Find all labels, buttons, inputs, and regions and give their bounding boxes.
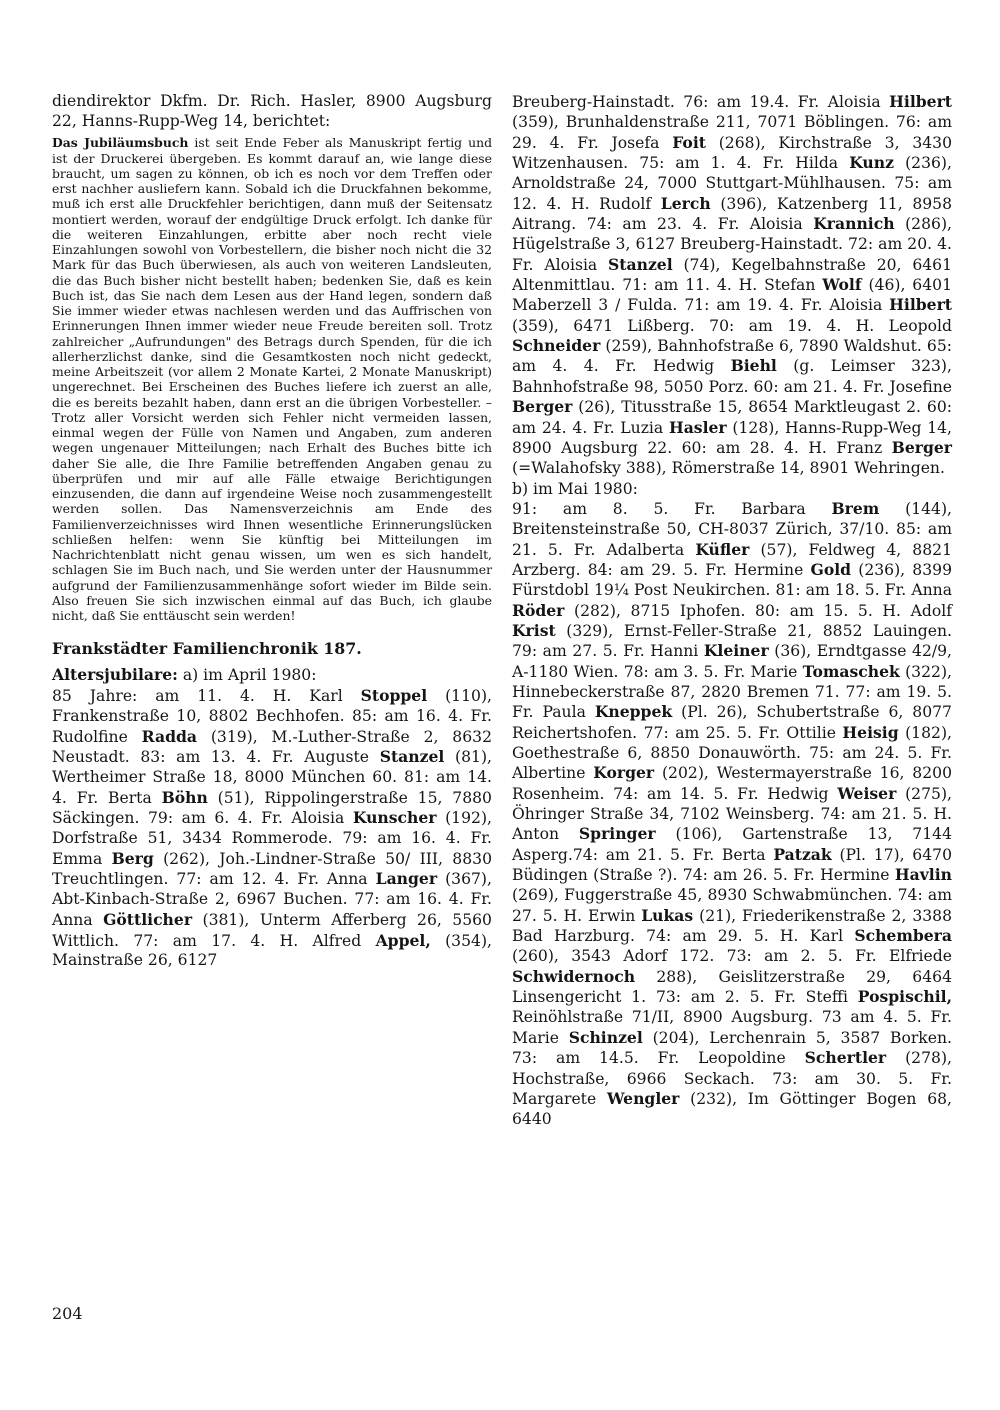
person-surname: Berger (891, 437, 952, 457)
person-surname: Havlin (894, 865, 952, 885)
entry-text: (282), 8715 Iphofen. 80: am 15. 5. H. Adolf (564, 601, 952, 620)
person-surname: Stoppel (360, 686, 428, 706)
person-surname: Appel, (375, 930, 431, 950)
right-column (512, 92, 952, 1130)
person-surname: Hilbert (889, 92, 952, 111)
person-surname: Schwidernoch (512, 966, 636, 986)
person-surname: Radda (141, 726, 197, 746)
entry-text: (359), 6471 Lißberg. 70: am 19. 4. H. Leopold (512, 316, 952, 335)
entry-text: (57), Feldweg 4, 8821 Arzberg. 84: am 29. 5. Fr. Hermine (512, 540, 952, 579)
person-surname: Tomaschek (802, 661, 900, 681)
entry-text: a) im April 1980: (177, 666, 317, 685)
person-surname: Patzak (773, 844, 832, 864)
chronicle-right-paragraph (512, 92, 952, 1130)
entry-text: (259), Bahnhofstraße 6, 7890 Waldshut. 65: am 4. 4. Fr. Hedwig (512, 337, 952, 376)
letter-paragraph (52, 135, 492, 623)
person-surname: Kunscher (352, 808, 437, 828)
person-surname: Stanzel (608, 254, 673, 274)
person-surname: Lukas (641, 905, 694, 925)
chronicle-left-paragraph (52, 665, 492, 971)
entry-text: (359), Brunhaldenstraße 211, 7071 Böblingen. 76: am 29. 4. Fr. Josefa (512, 113, 952, 152)
entry-text: (106), Gartenstraße 13, 7144 Asperg.74: am 21. 5. Fr. Berta (512, 825, 952, 864)
entry-text: Reinöhlstraße 71/II, 8900 Augsburg. 73 am 4. 5. Fr. Marie (512, 1008, 952, 1047)
person-surname: Weiser (837, 783, 897, 803)
person-surname: Stanzel (379, 747, 445, 767)
entry-text: (354), Mainstraße 26, 6127 (52, 931, 492, 970)
entry-text: (204), Lerchenrain 5, 3587 Borken. 73: am 14.5. Fr. Leopoldine (512, 1028, 952, 1068)
entry-text: (329), Ernst-Feller-Straße 21, 8852 Lauingen. 79: am 27. 5. Fr. Hanni (512, 621, 952, 661)
person-surname: Berg (111, 848, 154, 868)
person-surname: Wengler (606, 1088, 680, 1108)
entry-text: (21), Friederikenstraße 2, 3388 Bad Harzburg. 74: am 29. 5. H. Karl (512, 906, 953, 946)
entry-text: (236), 8399 Fürstdobl 19¼ Post Neukirchen. 81: am 18. 5. Fr. Anna (512, 560, 952, 600)
entry-text: (319), M.-Luther-Straße 2, 8632 Neustadt. 83: am 13. 4. Fr. Auguste (52, 727, 492, 767)
entry-text: (51), Rippolingerstraße 15, 7880 Säckingen. 79: am 6. 4. Fr. Aloisia (52, 788, 492, 828)
person-surname: Krannich (813, 214, 895, 234)
entry-text: (278), Hochstraße, 6966 Seckach. 73: am 30. 5. Fr. Margarete (512, 1049, 952, 1108)
entry-text: (275), Öhringer Straße 34, 7102 Weinsberg. 74: am 21. 5. H. Anton (512, 784, 952, 844)
entry-text: (144), Breitensteinstraße 50, CH-8037 Zürich, 37/10. 85: am 21. 5. Fr. Adalberta (512, 499, 952, 559)
person-surname: Biehl (730, 356, 777, 376)
person-surname: Kleiner (703, 641, 769, 661)
entry-text: (202), Westermayerstraße 16, 8200 Rosenheim. 74: am 14. 5. Fr. Hedwig (512, 764, 952, 803)
entry-text: 288), Geislitzerstraße 29, 6464 Linsengericht 1. 73: am 2. 5. Fr. Steffi (512, 967, 952, 1007)
entry-text: (81), Wertheimer Straße 18, 8000 München 60. 81: am 14. 4. Fr. Berta (52, 748, 492, 807)
person-surname: Kunz (849, 153, 894, 173)
entry-text: (286), Hügelstraße 3, 6127 Breuberg-Hainstadt. 72: am 20. 4. Fr. Aloisia (512, 215, 952, 274)
entry-text: (192), Dorfstraße 51, 3434 Rommerode. 79: am 16. 4. Fr. Emma (52, 809, 492, 868)
entry-text: (381), Unterm Afferberg 26, 5560 Wittlich. 77: am 17. 4. H. Alfred (52, 910, 492, 950)
page-number: 204 (52, 1304, 83, 1323)
entry-text: (367), Abt-Kinbach-Straße 2, 6967 Buchen. 77: am 16. 4. Fr. Anna (52, 870, 492, 929)
entry-text: (46), 6401 Maberzell 3 / Fulda. 71: am 19. 4. Fr. Aloisia (512, 276, 952, 315)
entry-text: (g. Leimser 323), Bahnhofstraße 98, 5050 Porz. 60: am 21. 4. Fr. Josefine (512, 357, 952, 396)
entry-text: (=Walahofsky 388), Römerstraße 14, 8901 Wehringen. (512, 459, 945, 478)
person-surname: Foit (672, 132, 706, 152)
entry-text: (26), Titusstraße 15, 8654 Marktleugast 2. 60: am 24. 4. Fr. Luzia (512, 398, 952, 437)
person-surname: Pospischil, (857, 987, 952, 1007)
person-surname: Küfler (695, 539, 750, 559)
person-surname: Langer (375, 869, 438, 889)
person-surname: Wolf (822, 275, 862, 295)
entry-text: (182), Goethestraße 6, 8850 Donauwörth. 75: am 24. 5. Fr. Albertine (512, 723, 952, 783)
person-surname: Springer (578, 824, 656, 844)
person-surname: Schneider (512, 336, 601, 356)
person-surname: Schinzel (568, 1027, 643, 1047)
left-column (52, 92, 492, 971)
entry-text: (128), Hanns-Rupp-Weg 14, 8900 Augsburg 22. 60: am 28. 4. H. Franz (512, 418, 952, 457)
person-surname: Hilbert (889, 295, 952, 315)
chronicle-left-text (52, 666, 492, 969)
person-surname: Korger (593, 763, 655, 783)
entry-text: (269), Fuggerstraße 45, 8930 Schwabmünchen. 74: am 27. 5. H. Erwin (512, 886, 952, 925)
person-surname: Göttlicher (103, 909, 193, 929)
chronicle-heading: Frankstädter Familienchronik 187. (52, 639, 362, 659)
person-surname: Brem (831, 498, 880, 518)
entry-text: (110), Frankenstraße 10, 8802 Bechhofen. 85: am 16. 4. Fr. Rudolfine (52, 687, 492, 746)
entry-text: (268), Kirchstraße 3, 3430 Witzenhausen. 75: am 1. 4. Fr. Hilda (512, 133, 952, 173)
entry-text: 85 Jahre: am 11. 4. H. Karl (52, 687, 361, 706)
entry-text: (36), Erndtgasse 42/9, A-1180 Wien. 78: am 3. 5. Fr. Marie (512, 642, 952, 681)
letter-text: ist seit Ende Feber als Manuskript fertig und ist der Druckerei übergeben. Es kommt darauf an, wie lange diese braucht, um sagen zu können, ob ich es noch vor dem Treffen oder erst nachher ausliefern kann. Sobald ich die Druckfahnen bekomme, muß ich erst alle Druckfehler berichtigen, dann muß der Seitensatz montiert werden, worauf der endgültige Druck erfolgt. Ich danke für die weiteren Einzahlungen, erbitte aber noch recht viele Einzahlungen sowohl von Vorbestellern, die bisher noch nicht die 32 Mark für das Buch überwiesen, als auch von weiteren Landsleuten, die das Buch bisher nicht bestellt haben; bedenken Sie, daß es kein Buch ist, das Sie nach dem Lesen aus der Hand legen, sondern daß Sie immer wieder etwas nachlesen werden und das Auffrischen von Erinnerungen Ihnen immer wieder neue Freude bereiten soll. Trotz zahlreicher „Aufrundungen" des Betrags durch Spenden, für die ich allerherzlichst danke, sind die Gesamtkosten noch nicht gedeckt, meine Arbeitszeit (vor allem 2 Monate Kartei, 2 Monate Manuskript) ungerechnet. Bei Erscheinen des Buches liefere ich zuerst an alle, die es bereits bezahlt haben, dann erst an die übrigen Vorbesteller. – Trotz aller Vorsicht werden sich Fehler nicht vermeiden lassen, einmal wegen der Fülle von Namen und Angaben, zum anderen wegen ungenauer Mitteilungen; nach Erhalt des Buches bitte ich daher Sie alle, die Ihre Familie betreffenden Angaben genau zu überprüfen und mir auf alle Fälle etwaige Berichtigungen einzusenden, die dann auf irgendeine Weise noch zusammengestellt werden sollen. Das Namensverzeichnis am Ende des Familienverzeichnisses wird Ihnen wesentliche Erinnerungslücken schließen helfen: wenn Sie künftig bei Mitteilungen im Nachrichtenblatt nicht genau wissen, um wen es sich handelt, schlagen Sie im Buch nach, und Sie werden unter der Hausnummer aufgrund der Familienzusammenhänge sofort wieder im Bilde sein. Also freuen Sie sich inzwischen einmal auf das Buch, ich glaube nicht, daß Sie enttäuscht sein werden! (52, 135, 492, 624)
person-surname: Schertler (804, 1048, 887, 1068)
person-surname: Schembera (854, 926, 952, 946)
person-surname: Hasler (668, 417, 727, 437)
letter-lead: Das Jubiläumsbuch (52, 135, 189, 151)
chronicle-right-text (512, 93, 952, 1128)
entry-text: (Pl. 17), 6470 Büdingen (Straße ?). 74: am 26. 5. Fr. Hermine (512, 845, 952, 885)
entry-text: (Pl. 26), Schubertstraße 6, 8077 Reichertshofen. 77: am 25. 5. Fr. Ottilie (512, 703, 952, 742)
entry-text: (322), Hinnebeckerstraße 87, 2820 Bremen 71. 77: am 19. 5. Fr. Paula (512, 662, 952, 722)
entry-text: (232), Im Göttinger Bogen 68, 6440 (512, 1089, 952, 1129)
person-surname: Lerch (660, 193, 711, 213)
entry-text: (74), Kegelbahnstraße 20, 6461 Altenmittlau. 71: am 11. 4. H. Stefan (512, 255, 953, 295)
entry-text: 91: am 8. 5. Fr. Barbara (512, 499, 832, 518)
entry-text: (262), Joh.-Lindner-Straße 50/ III, 8830 Treuchtlingen. 77: am 12. 4. Fr. Anna (52, 849, 492, 889)
intro-paragraph: diendirektor Dkfm. Dr. Rich. Hasler, 8900 Augsburg 22, Hanns-Rupp-Weg 14, berichtet: (52, 92, 492, 130)
entry-text: Breuberg-Hainstadt. 76: am 19.4. Fr. Aloisia (512, 93, 890, 111)
person-surname: Gold (810, 559, 852, 579)
person-surname: Kneppek (594, 702, 673, 722)
entry-text: (260), 3543 Adorf 172. 73: am 2. 5. Fr. Elfriede (512, 947, 952, 966)
person-surname: Heisig (842, 722, 899, 742)
person-surname: Berger (512, 397, 573, 417)
person-surname: Röder (512, 600, 565, 620)
chronicle-lead: Altersjubilare: (52, 665, 178, 685)
person-surname: Krist (512, 620, 556, 640)
entry-text: (236), Arnoldstraße 24, 7000 Stuttgart-Mühlhausen. 75: am 12. 4. H. Rudolf (512, 154, 952, 213)
entry-text: b) im Mai 1980: (512, 479, 638, 498)
entry-text: (396), Katzenberg 11, 8958 Aitrang. 74: am 23. 4. Fr. Aloisia (512, 194, 952, 234)
person-surname: Böhn (161, 787, 208, 807)
